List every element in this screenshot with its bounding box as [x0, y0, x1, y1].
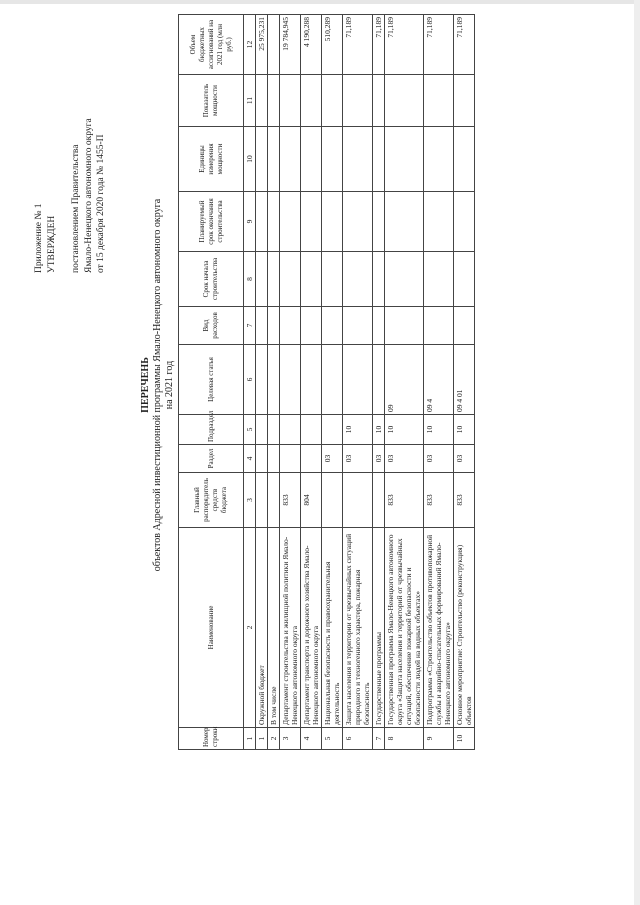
- col-number: 5: [244, 415, 256, 445]
- row-unit: [256, 127, 268, 192]
- row-end: [280, 192, 301, 252]
- col-number: 10: [244, 127, 256, 192]
- row-manager: 833: [385, 473, 424, 528]
- row-target: 09: [385, 345, 424, 415]
- table-row: [385, 15, 424, 750]
- row-subsection: 10: [385, 415, 424, 445]
- row-target: [268, 345, 280, 415]
- row-section: [268, 445, 280, 473]
- row-unit: [280, 127, 301, 192]
- header-name: Наименование: [179, 528, 244, 728]
- page-content: [8, 5, 568, 765]
- header-target: Целевая статья: [179, 345, 244, 415]
- row-start: [268, 252, 280, 307]
- row-subsection: 10: [454, 415, 475, 445]
- row-manager: [373, 473, 385, 528]
- row-number: 6: [343, 728, 373, 750]
- row-volume: 71,189: [424, 15, 454, 75]
- header-capacity: Показатель мощности: [179, 75, 244, 127]
- row-expense: [301, 307, 322, 345]
- row-end: [301, 192, 322, 252]
- row-expense: [256, 307, 268, 345]
- row-target: [322, 345, 343, 415]
- row-manager: 804: [301, 473, 322, 528]
- table-header-row: [179, 15, 244, 750]
- col-number: 11: [244, 75, 256, 127]
- row-start: [301, 252, 322, 307]
- row-subsection: [322, 415, 343, 445]
- row-end: [256, 192, 268, 252]
- row-unit: [373, 127, 385, 192]
- scan-edge-top: [0, 0, 640, 4]
- table-row: [280, 15, 301, 750]
- row-unit: [301, 127, 322, 192]
- row-start: [322, 252, 343, 307]
- table-row: [256, 15, 268, 750]
- row-subsection: [268, 415, 280, 445]
- row-start: [256, 252, 268, 307]
- row-name: В том числе: [268, 528, 280, 728]
- row-target: [256, 345, 268, 415]
- row-manager: 833: [424, 473, 454, 528]
- row-section: [301, 445, 322, 473]
- title-heading: ПЕРЕЧЕНЬ: [140, 357, 151, 413]
- row-subsection: [280, 415, 301, 445]
- row-end: [343, 192, 373, 252]
- row-number: 8: [385, 728, 424, 750]
- row-expense: [385, 307, 424, 345]
- row-manager: [343, 473, 373, 528]
- row-volume: [268, 15, 280, 75]
- row-section: [280, 445, 301, 473]
- header-volume: Объем бюджетных ассигнований на 2021 год (млн руб.): [179, 15, 244, 75]
- row-name: Подпрограмма «Строительство объектов противопожарной службы и аварийно-спасательных формирований Ямало-Ненецкого автономного округа»: [424, 528, 454, 728]
- row-subsection: 10: [373, 415, 385, 445]
- row-name: Государственная программа Ямало-Ненецкого автономного округа «Защита населения и территорий от чрезвычайных ситуаций, обеспечение пожарной безопасности и безопасности людей на водных объектах»: [385, 528, 424, 728]
- row-capacity: [424, 75, 454, 127]
- header-manager: Главный распорядитель средств бюджета: [179, 473, 244, 528]
- header-unit: Единицы измерения мощности: [179, 127, 244, 192]
- col-number: 8: [244, 252, 256, 307]
- header-end: Планируемый срок окончания строительства: [179, 192, 244, 252]
- row-subsection: 10: [343, 415, 373, 445]
- table-row: [343, 15, 373, 750]
- col-number: 12: [244, 15, 256, 75]
- row-end: [268, 192, 280, 252]
- row-start: [343, 252, 373, 307]
- col-number: 9: [244, 192, 256, 252]
- row-end: [322, 192, 343, 252]
- row-subsection: 10: [424, 415, 454, 445]
- row-manager: [268, 473, 280, 528]
- row-volume: 71,189: [454, 15, 475, 75]
- row-number: 1: [256, 728, 268, 750]
- col-number: 1: [244, 728, 256, 750]
- row-volume: 71,189: [385, 15, 424, 75]
- col-number: 7: [244, 307, 256, 345]
- col-number: 2: [244, 528, 256, 728]
- row-volume: 25 975,231: [256, 15, 268, 75]
- col-number: 4: [244, 445, 256, 473]
- row-section: 03: [385, 445, 424, 473]
- table-row: [424, 15, 454, 750]
- row-expense: [454, 307, 475, 345]
- row-start: [454, 252, 475, 307]
- row-number: 5: [322, 728, 343, 750]
- row-number: 7: [373, 728, 385, 750]
- row-section: 03: [322, 445, 343, 473]
- row-unit: [268, 127, 280, 192]
- header-start: Срок начала строительства: [179, 252, 244, 307]
- table-body: [256, 15, 475, 750]
- decree-date: от 15 декабря 2020 года № 1455-П: [96, 134, 106, 273]
- row-target: 09 4: [424, 345, 454, 415]
- row-section: 03: [343, 445, 373, 473]
- row-unit: [424, 127, 454, 192]
- row-name: Департамент строительства и жилищной политики Ямало-Ненецкого автономного округа: [280, 528, 301, 728]
- header-section: Раздел: [179, 445, 244, 473]
- row-volume: 4 190,288: [301, 15, 322, 75]
- appendix-label: Приложение № 1: [34, 203, 44, 273]
- row-name: Государственные программы: [373, 528, 385, 728]
- row-volume: 510,289: [322, 15, 343, 75]
- row-start: [385, 252, 424, 307]
- row-name: Национальная безопасность и правоохранительная деятельность: [322, 528, 343, 728]
- row-expense: [280, 307, 301, 345]
- row-target: [301, 345, 322, 415]
- document-title: [140, 5, 176, 765]
- row-unit: [343, 127, 373, 192]
- row-volume: 71,189: [373, 15, 385, 75]
- row-manager: [256, 473, 268, 528]
- decree-authority: Ямало-Ненецкого автономного округа: [83, 118, 94, 273]
- row-expense: [373, 307, 385, 345]
- document-page: [8, 5, 568, 765]
- row-end: [424, 192, 454, 252]
- row-number: 3: [280, 728, 301, 750]
- decree-line: постановлением Правительства: [71, 144, 81, 273]
- approval-block: [33, 13, 108, 273]
- row-target: [280, 345, 301, 415]
- title-subject: объектов Адресной инвестиционной программы Ямало-Ненецкого автономного округа: [152, 198, 163, 572]
- row-name: Основное мероприятие: Строительство (реконструкция) объектов: [454, 528, 475, 728]
- row-capacity: [373, 75, 385, 127]
- title-year: на 2021 год: [164, 360, 175, 410]
- row-capacity: [322, 75, 343, 127]
- table-row: [268, 15, 280, 750]
- row-expense: [322, 307, 343, 345]
- row-name: Окружной бюджет: [256, 528, 268, 728]
- row-section: [256, 445, 268, 473]
- row-name: Департамент транспорта и дорожного хозяйства Ямало-Ненецкого автономного округа: [301, 528, 322, 728]
- row-subsection: [256, 415, 268, 445]
- row-number: 4: [301, 728, 322, 750]
- row-capacity: [280, 75, 301, 127]
- row-volume: 19 784,945: [280, 15, 301, 75]
- row-capacity: [301, 75, 322, 127]
- row-expense: [424, 307, 454, 345]
- row-name: Защита населения и территории от чрезвычайных ситуаций природного и техногенного характера, пожарная безопасность: [343, 528, 373, 728]
- row-manager: 833: [280, 473, 301, 528]
- col-number: 3: [244, 473, 256, 528]
- header-row-no: Номер строки: [179, 728, 244, 750]
- program-table: [178, 14, 475, 750]
- row-capacity: [454, 75, 475, 127]
- table-row: [373, 15, 385, 750]
- header-expense: Вид расходов: [179, 307, 244, 345]
- row-manager: 833: [454, 473, 475, 528]
- table-row: [301, 15, 322, 750]
- col-number: 6: [244, 345, 256, 415]
- column-number-row: [244, 15, 256, 750]
- row-expense: [343, 307, 373, 345]
- row-expense: [268, 307, 280, 345]
- header-subsection: Подраздел: [179, 415, 244, 445]
- row-capacity: [268, 75, 280, 127]
- row-unit: [385, 127, 424, 192]
- scan-edge-right: [634, 0, 640, 905]
- row-section: 03: [454, 445, 475, 473]
- row-number: 10: [454, 728, 475, 750]
- row-unit: [322, 127, 343, 192]
- row-number: 2: [268, 728, 280, 750]
- approved-label: УТВЕРЖДЕН: [46, 215, 57, 273]
- row-capacity: [385, 75, 424, 127]
- row-end: [373, 192, 385, 252]
- row-start: [424, 252, 454, 307]
- row-end: [385, 192, 424, 252]
- row-target: [373, 345, 385, 415]
- row-subsection: [301, 415, 322, 445]
- row-section: 03: [373, 445, 385, 473]
- row-number: 9: [424, 728, 454, 750]
- row-section: 03: [424, 445, 454, 473]
- row-manager: [322, 473, 343, 528]
- row-target: [343, 345, 373, 415]
- row-capacity: [256, 75, 268, 127]
- table-row: [322, 15, 343, 750]
- row-end: [454, 192, 475, 252]
- row-start: [280, 252, 301, 307]
- row-volume: 71,189: [343, 15, 373, 75]
- row-start: [373, 252, 385, 307]
- row-target: 09 4 01: [454, 345, 475, 415]
- row-unit: [454, 127, 475, 192]
- row-capacity: [343, 75, 373, 127]
- table-row: [454, 15, 475, 750]
